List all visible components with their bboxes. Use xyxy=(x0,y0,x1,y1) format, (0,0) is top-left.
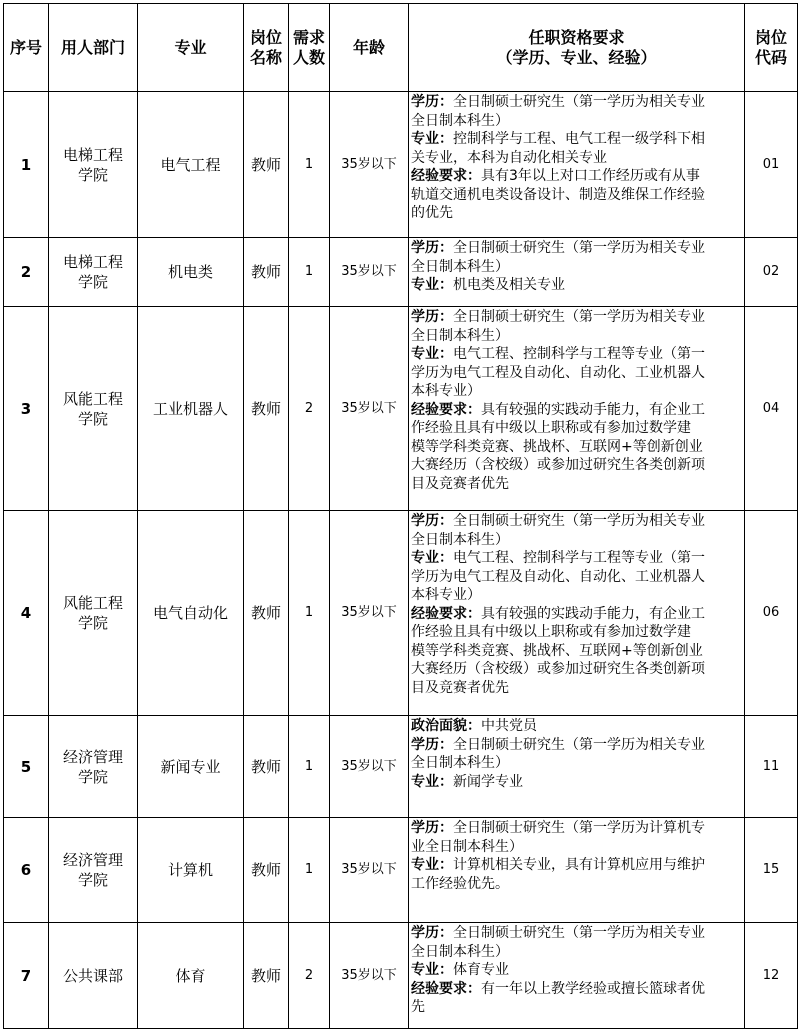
row-position: 教师 xyxy=(244,92,289,238)
table-row xyxy=(4,238,798,307)
requirement-label: 专业： xyxy=(411,550,453,566)
requirement-line xyxy=(411,875,742,894)
requirement-label: 专业： xyxy=(411,277,453,293)
requirement-line xyxy=(411,258,742,277)
requirement-text: 学历为电气工程及自动化、自动化、工业机器人 xyxy=(411,568,705,585)
recruitment-table xyxy=(3,3,798,1029)
requirement-text: 全日制本科生） xyxy=(411,755,509,771)
header-position-line: 名称 xyxy=(249,47,282,67)
table-row xyxy=(4,92,798,238)
requirement-text: 关专业，本科为自动化相关专业 xyxy=(411,149,607,166)
requirement-label: 专业： xyxy=(411,131,453,147)
requirement-label: 经验要求： xyxy=(411,401,481,418)
requirement-line xyxy=(411,401,742,420)
requirement-text: 目及竞赛者优先 xyxy=(411,679,509,696)
requirement-text: 大赛经历（含校级）或参加过研究生各类创新项 xyxy=(411,661,705,677)
row-major: 计算机 xyxy=(138,818,244,923)
header-requirements-line: 任职资格要求 xyxy=(528,27,625,47)
requirement-line xyxy=(411,549,742,568)
row-dept xyxy=(49,716,138,818)
requirement-text: 全日制本科生） xyxy=(411,112,509,129)
row-requirements xyxy=(409,923,745,1029)
row-requirements xyxy=(409,511,745,716)
row-requirements xyxy=(409,818,745,923)
requirement-label: 学历： xyxy=(411,925,453,941)
requirement-text: 本科专业） xyxy=(411,383,481,399)
row-dept-line: 学院 xyxy=(77,273,108,291)
row-position: 教师 xyxy=(244,818,289,923)
header-age: 年龄 xyxy=(330,4,409,92)
requirement-text: 全日制硕士研究生（第一学历为相关专业 xyxy=(453,925,705,941)
requirement-line xyxy=(411,660,742,679)
requirement-text: 电气工程、控制科学与工程等专业（第一 xyxy=(453,550,705,566)
requirement-text: 目及竞赛者优先 xyxy=(411,475,509,492)
requirement-text: 有一年以上教学经验或擅长篮球者优 xyxy=(481,980,705,997)
row-code: 12 xyxy=(745,923,798,1029)
row-age: 35岁以下 xyxy=(330,818,409,923)
requirement-text: 模等学科类竞赛、挑战杯、互联网+等创新创业 xyxy=(411,642,703,659)
row-age: 35岁以下 xyxy=(330,511,409,716)
requirement-text: 机电类及相关专业 xyxy=(453,277,565,293)
row-seq: 2 xyxy=(4,238,49,307)
row-major: 新闻专业 xyxy=(138,716,244,818)
requirement-text: 工作经验优先。 xyxy=(411,875,509,892)
row-dept xyxy=(49,511,138,716)
requirement-line xyxy=(411,345,742,364)
row-count: 1 xyxy=(289,716,330,818)
requirement-line xyxy=(411,276,742,295)
requirement-label: 学历： xyxy=(411,240,453,256)
requirement-text: 的优先 xyxy=(411,205,453,221)
header-count xyxy=(289,4,330,92)
requirement-line xyxy=(411,475,742,494)
table-row xyxy=(4,307,798,511)
requirement-text: 具有较强的实践动手能力，有企业工 xyxy=(481,605,705,622)
requirement-line xyxy=(411,364,742,383)
requirement-line xyxy=(411,924,742,943)
row-dept-line: 经济管理 xyxy=(62,851,123,869)
row-dept-line: 学院 xyxy=(77,871,108,889)
requirement-line xyxy=(411,568,742,587)
requirement-text: 全日制本科生） xyxy=(411,943,509,960)
requirement-line xyxy=(411,943,742,962)
row-dept-line: 公共课部 xyxy=(62,966,123,985)
requirement-text: 本科专业） xyxy=(411,587,481,603)
header-code xyxy=(745,4,798,92)
row-dept-line: 电梯工程 xyxy=(62,253,123,271)
row-dept-line: 学院 xyxy=(77,165,108,184)
requirement-line xyxy=(411,382,742,401)
row-count: 1 xyxy=(289,238,330,307)
requirement-label: 学历： xyxy=(411,513,453,529)
row-count: 1 xyxy=(289,818,330,923)
requirement-label: 专业： xyxy=(411,857,453,873)
requirement-text: 具有较强的实践动手能力，有企业工 xyxy=(481,401,705,418)
requirement-line xyxy=(411,642,742,661)
row-seq: 7 xyxy=(4,923,49,1029)
row-requirements xyxy=(409,238,745,307)
row-code: 06 xyxy=(745,511,798,716)
requirement-label: 学历： xyxy=(411,309,453,325)
header-dept: 用人部门 xyxy=(49,4,138,92)
requirement-line xyxy=(411,819,742,838)
header-position xyxy=(244,4,289,92)
row-requirements xyxy=(409,92,745,238)
header-row xyxy=(4,4,798,92)
requirement-label: 学历： xyxy=(411,820,453,836)
requirement-line xyxy=(411,838,742,857)
requirement-line xyxy=(411,605,742,624)
requirement-label: 经验要求： xyxy=(411,168,481,184)
requirement-text: 全日制硕士研究生（第一学历为相关专业 xyxy=(453,309,705,325)
requirement-line xyxy=(411,112,742,131)
row-position: 教师 xyxy=(244,716,289,818)
requirement-line xyxy=(411,754,742,773)
row-position: 教师 xyxy=(244,511,289,716)
requirement-text: 全日制硕士研究生（第一学历为相关专业 xyxy=(453,94,705,110)
row-dept-line: 学院 xyxy=(77,409,108,428)
requirement-text: 全日制本科生） xyxy=(411,531,509,548)
row-major: 电气自动化 xyxy=(138,511,244,716)
requirement-label: 专业： xyxy=(411,773,453,790)
requirement-label: 专业： xyxy=(411,962,453,978)
requirement-line xyxy=(411,167,742,186)
requirement-text: 具有3年以上对口工作经历或有从事 xyxy=(481,168,700,184)
row-dept-line: 学院 xyxy=(77,614,108,632)
requirement-line xyxy=(411,586,742,605)
requirement-label: 学历： xyxy=(411,94,453,110)
row-dept xyxy=(49,818,138,923)
row-requirements xyxy=(409,716,745,818)
requirement-text: 全日制本科生） xyxy=(411,258,509,275)
requirement-line xyxy=(411,998,742,1017)
requirement-line xyxy=(411,204,742,223)
requirement-line xyxy=(411,130,742,149)
row-age: 35岁以下 xyxy=(330,238,409,307)
row-count: 1 xyxy=(289,511,330,716)
row-position: 教师 xyxy=(244,307,289,511)
row-position: 教师 xyxy=(244,238,289,307)
row-code: 11 xyxy=(745,716,798,818)
table-row xyxy=(4,923,798,1029)
requirement-line xyxy=(411,149,742,168)
row-age: 35岁以下 xyxy=(330,307,409,511)
row-count: 2 xyxy=(289,307,330,511)
requirement-text: 全日制本科生） xyxy=(411,327,509,344)
requirement-label: 政治面貌： xyxy=(411,718,481,734)
requirement-text: 作经验且具有中级以上职称或有参加过数学建 xyxy=(411,624,691,640)
row-dept-line: 经济管理 xyxy=(62,747,123,766)
requirement-text: 中共党员 xyxy=(481,718,537,734)
requirement-line xyxy=(411,736,742,755)
row-dept-line: 风能工程 xyxy=(62,389,123,408)
row-dept xyxy=(49,238,138,307)
requirement-text: 全日制硕士研究生（第一学历为相关专业 xyxy=(453,736,705,753)
requirement-text: 电气工程、控制科学与工程等专业（第一 xyxy=(453,346,705,362)
requirement-line xyxy=(411,717,742,736)
header-requirements-line: （学历、专业、经验） xyxy=(496,47,657,67)
requirement-line xyxy=(411,531,742,550)
row-seq: 3 xyxy=(4,307,49,511)
row-position: 教师 xyxy=(244,923,289,1029)
requirement-label: 学历： xyxy=(411,736,453,753)
row-dept-line: 电梯工程 xyxy=(62,145,123,164)
row-major: 体育 xyxy=(138,923,244,1029)
row-seq: 4 xyxy=(4,511,49,716)
requirement-line xyxy=(411,512,742,531)
requirement-line xyxy=(411,186,742,205)
row-dept-line: 风能工程 xyxy=(62,594,123,612)
requirement-label: 经验要求： xyxy=(411,605,481,622)
requirement-line xyxy=(411,856,742,875)
requirement-text: 控制科学与工程、电气工程一级学科下相 xyxy=(453,131,705,147)
requirement-text: 全日制硕士研究生（第一学历为相关专业 xyxy=(453,513,705,529)
requirement-text: 学历为电气工程及自动化、自动化、工业机器人 xyxy=(411,364,705,381)
header-code-line: 代码 xyxy=(754,47,787,67)
requirement-text: 轨道交通机电类设备设计、制造及维保工作经验 xyxy=(411,186,705,203)
row-major: 机电类 xyxy=(138,238,244,307)
requirement-text: 新闻学专业 xyxy=(453,773,523,790)
requirement-line xyxy=(411,623,742,642)
row-seq: 6 xyxy=(4,818,49,923)
requirement-label: 专业： xyxy=(411,346,453,362)
header-requirements xyxy=(409,4,745,92)
requirement-line xyxy=(411,327,742,346)
requirement-text: 计算机相关专业，具有计算机应用与维护 xyxy=(453,857,705,873)
row-code: 04 xyxy=(745,307,798,511)
requirement-text: 全日制硕士研究生（第一学历为相关专业 xyxy=(453,240,705,256)
row-age: 35岁以下 xyxy=(330,923,409,1029)
requirement-line xyxy=(411,961,742,980)
row-code: 01 xyxy=(745,92,798,238)
requirement-line xyxy=(411,980,742,999)
row-major: 电气工程 xyxy=(138,92,244,238)
row-age: 35岁以下 xyxy=(330,92,409,238)
requirement-text: 体育专业 xyxy=(453,962,509,978)
header-count-line: 需求 xyxy=(292,27,325,47)
table-row xyxy=(4,818,798,923)
row-count: 1 xyxy=(289,92,330,238)
requirement-label: 经验要求： xyxy=(411,980,481,997)
row-code: 15 xyxy=(745,818,798,923)
requirement-text: 大赛经历（含校级）或参加过研究生各类创新项 xyxy=(411,457,705,473)
requirement-line xyxy=(411,438,742,457)
requirement-text: 作经验且具有中级以上职称或有参加过数学建 xyxy=(411,420,691,436)
requirement-line xyxy=(411,93,742,112)
requirement-line xyxy=(411,308,742,327)
row-age: 35岁以下 xyxy=(330,716,409,818)
requirement-line xyxy=(411,456,742,475)
header-seq: 序号 xyxy=(4,4,49,92)
header-count-line: 人数 xyxy=(292,47,325,67)
requirement-line xyxy=(411,679,742,698)
requirement-line xyxy=(411,419,742,438)
header-position-line: 岗位 xyxy=(249,27,282,47)
requirement-text: 业全日制本科生） xyxy=(411,838,523,855)
row-dept xyxy=(49,923,138,1029)
row-dept-line: 学院 xyxy=(77,767,108,786)
table-row xyxy=(4,511,798,716)
row-requirements xyxy=(409,307,745,511)
table-row xyxy=(4,716,798,818)
requirement-line xyxy=(411,773,742,792)
row-dept xyxy=(49,92,138,238)
row-major: 工业机器人 xyxy=(138,307,244,511)
requirement-line xyxy=(411,239,742,258)
requirement-text: 模等学科类竞赛、挑战杯、互联网+等创新创业 xyxy=(411,438,703,455)
row-seq: 5 xyxy=(4,716,49,818)
row-dept xyxy=(49,307,138,511)
header-major: 专业 xyxy=(138,4,244,92)
requirement-text: 先 xyxy=(411,999,425,1015)
row-seq: 1 xyxy=(4,92,49,238)
requirement-text: 全日制硕士研究生（第一学历为计算机专 xyxy=(453,820,705,836)
row-code: 02 xyxy=(745,238,798,307)
header-code-line: 岗位 xyxy=(754,27,787,47)
row-count: 2 xyxy=(289,923,330,1029)
